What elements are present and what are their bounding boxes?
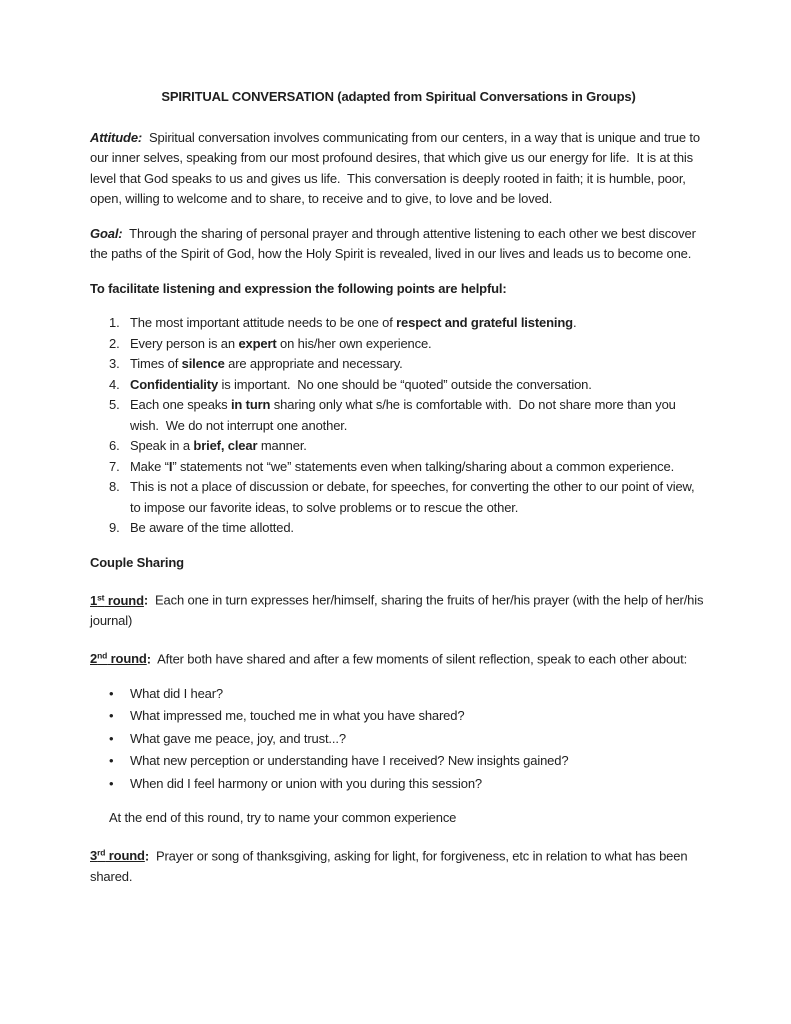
text-segment: I <box>168 458 173 474</box>
bullet-glyph: • <box>109 753 114 768</box>
text-segment: round <box>107 651 147 666</box>
text-segment: on his/her own experience. <box>276 335 432 351</box>
text-segment: 3 <box>90 848 98 863</box>
text-segment: Prayer or song of thanksgiving, asking for light, for forgiveness, etc in relation to what has been shared. <box>90 848 691 884</box>
text-segment: The most important attitude needs to be one of <box>130 315 397 330</box>
numbered-item <box>109 375 707 396</box>
text-segment: : <box>144 848 150 863</box>
text-segment: What did I hear? <box>130 685 223 701</box>
text-segment: Be aware of the time allotted. <box>130 520 294 535</box>
text-segment: What gave me peace, joy, and trust...? <box>130 730 346 746</box>
text-segment: When did I feel harmony or union with you during this session? <box>130 775 483 791</box>
bullet-item <box>109 706 707 727</box>
item-number: 3. <box>109 356 120 371</box>
section-heading <box>90 553 707 574</box>
text-segment: What new perception or understanding have I received? New insights gained? <box>130 753 569 768</box>
text-segment: At the end of this round, try to name your common experience <box>109 810 457 825</box>
numbered-item <box>109 457 707 478</box>
item-text <box>130 706 707 727</box>
item-text <box>130 375 707 396</box>
text-segment: Through the sharing of personal prayer and through attentive listening to each other we best discover the paths of the Spirit of God, how the Holy Spirit is revealed, lived in our lives and leads us to become one. <box>90 225 700 261</box>
item-number: 5. <box>109 397 120 412</box>
item-text <box>130 729 707 750</box>
text-segment: are appropriate and necessary. <box>224 356 403 371</box>
item-text <box>130 354 707 375</box>
text-segment: This is not a place of discussion or debate, for speeches, for converting the other to our point of view, to impose our favorite ideas, to solve problems or to rescue the other. <box>130 479 698 515</box>
text-segment: Attitude: <box>90 129 143 145</box>
text-segment: st <box>97 592 105 602</box>
text-segment: in turn <box>230 397 271 412</box>
text-segment: Goal: <box>90 225 123 241</box>
item-text <box>130 684 707 705</box>
item-text <box>130 751 707 772</box>
text-segment: Speak in a <box>130 438 194 453</box>
text-segment: silence <box>181 356 225 371</box>
item-text <box>130 395 707 436</box>
item-text <box>130 313 707 334</box>
numbered-item <box>109 354 707 375</box>
paragraph <box>90 843 707 888</box>
numbered-item <box>109 436 707 457</box>
underlined-run <box>90 651 147 666</box>
text-segment: To facilitate listening and expression the following points are helpful: <box>90 280 507 296</box>
text-segment: respect and grateful listening <box>396 315 573 330</box>
text-segment: round <box>105 848 145 863</box>
item-number: 8. <box>109 479 120 494</box>
text-segment: : <box>146 651 151 666</box>
numbered-item <box>109 395 707 436</box>
text-segment: Times of <box>130 356 182 371</box>
item-number: 6. <box>109 438 120 453</box>
bullet-item <box>109 684 707 705</box>
numbered-item <box>109 477 707 518</box>
text-segment: Each one in turn expresses her/himself, sharing the fruits of her/his prayer (with the help of her/his journal) <box>90 592 707 628</box>
text-segment: SPIRITUAL CONVERSATION (adapted from Spiritual Conversations in Groups) <box>161 89 636 104</box>
bullet-item <box>109 751 707 772</box>
paragraph <box>90 224 707 265</box>
text-segment: rd <box>97 847 106 858</box>
paragraph <box>90 646 707 670</box>
bullet-glyph: • <box>109 708 114 723</box>
item-text <box>130 518 707 539</box>
paragraph <box>90 587 707 632</box>
bullet-glyph: • <box>109 775 114 791</box>
item-text <box>130 774 707 795</box>
item-number: 2. <box>109 335 120 351</box>
item-number: 4. <box>109 376 120 392</box>
document-title <box>90 87 707 108</box>
text-segment: expert <box>238 335 277 351</box>
text-segment: manner. <box>257 438 307 453</box>
text-segment: : <box>143 592 149 608</box>
numbered-item <box>109 334 707 355</box>
numbered-item <box>109 313 707 334</box>
text-segment: sharing only what s/he is comfortable with. Do not share more than you wish. We do not interrupt one another. <box>130 397 680 433</box>
text-segment: . <box>572 315 577 330</box>
section-heading <box>90 279 707 300</box>
numbered-item <box>109 518 707 539</box>
item-text <box>130 457 707 478</box>
numbered-list <box>90 313 707 539</box>
bullet-glyph: • <box>109 730 114 746</box>
text-segment: 2 <box>90 651 98 666</box>
text-segment: nd <box>97 650 108 661</box>
text-segment: Make “ <box>130 458 169 474</box>
bullet-list <box>90 684 707 795</box>
indented-note <box>109 808 707 829</box>
item-text <box>130 477 707 518</box>
item-number: 9. <box>109 520 120 535</box>
paragraph <box>90 128 707 210</box>
underlined-run <box>90 848 145 863</box>
text-segment: Confidentiality <box>130 376 219 392</box>
text-segment: 1 <box>90 592 98 608</box>
text-segment: After both have shared and after a few moments of silent reflection, speak to each other about: <box>150 651 688 666</box>
text-segment: Couple Sharing <box>90 554 184 570</box>
item-number: 7. <box>109 458 120 474</box>
text-segment: brief, clear <box>193 438 258 453</box>
text-segment: Each one speaks <box>130 397 231 412</box>
text-segment: Spiritual conversation involves communicating from our centers, in a way that is unique and true to our inner selves, speaking from our most profound desires, that which give us our energy for life. It is at this level that God speaks to us and gives us life. This conversation is deeply rooted in faith; it is humble, poor, open, willing to welcome and to share, to receive and to give, to love and be loved. <box>90 129 704 206</box>
item-number: 1. <box>109 315 120 330</box>
text-segment: round <box>104 592 144 608</box>
bullet-item <box>109 729 707 750</box>
item-text <box>130 334 707 355</box>
bullet-glyph: • <box>109 685 114 701</box>
text-segment: Every person is an <box>130 335 239 351</box>
text-segment: ” statements not “we” statements even when talking/sharing about a common experience. <box>172 458 675 474</box>
bullet-item <box>109 774 707 795</box>
text-segment: is important. No one should be “quoted” outside the conversation. <box>218 376 592 392</box>
item-text <box>130 436 707 457</box>
text-segment: What impressed me, touched me in what you have shared? <box>130 708 465 723</box>
underlined-run <box>90 593 144 608</box>
